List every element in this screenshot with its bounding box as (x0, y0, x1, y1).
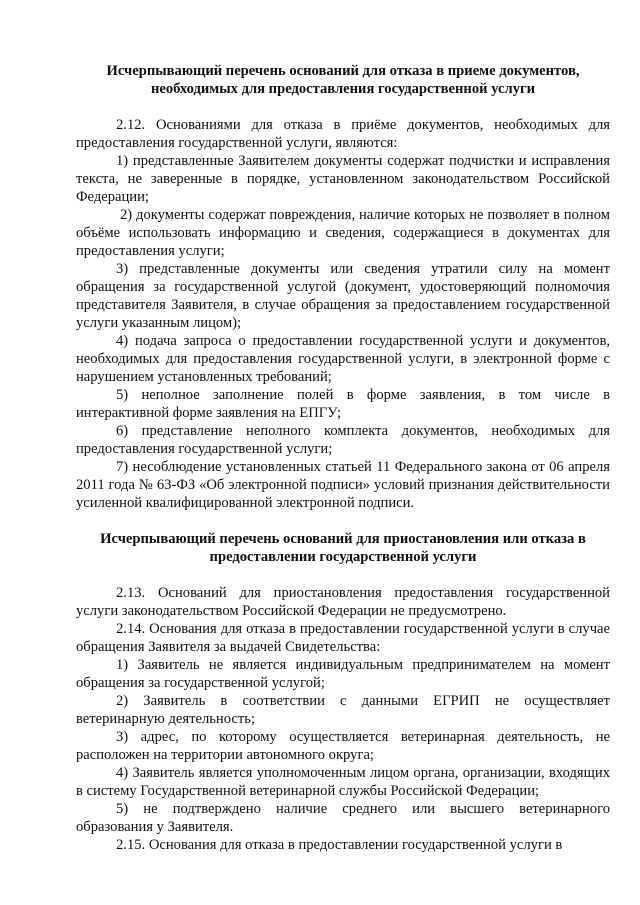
list-item-3: 3) адрес, по которому осуществляется ветеринарная деятельность, не расположен на территории автономного округа; (76, 729, 610, 763)
list-item-2: 2) документы содержат повреждения, наличие которых не позволяет в полном объёме использовать информацию и сведения, содержащиеся в документах для предоставления услуги; (76, 207, 610, 259)
list-item-1: 1) представленные Заявителем документы содержат подчистки и исправления текста, не заверенные в порядке, установленном законодательством Российской Федерации; (76, 153, 610, 205)
paragraph-2-14: 2.14. Основания для отказа в предоставлении государственной услуги в случае обращения Заявителя за выдачей Свидетельства: (76, 621, 610, 655)
list-item-1: 1) Заявитель не является индивидуальным предпринимателем на момент обращения за государственной услугой; (76, 657, 610, 691)
list-item-2: 2) Заявитель в соответствии с данными ЕГРИП не осуществляет ветеринарную деятельность; (76, 693, 610, 727)
list-item-6: 6) представление неполного комплекта документов, необходимых для предоставления государственной услуги; (76, 423, 610, 457)
list-item-4: 4) подача запроса о предоставлении государственной услуги и документов, необходимых для предоставления государственной услуги, в электронной форме с нарушением установленных требований; (76, 333, 610, 385)
list-item-4: 4) Заявитель является уполномоченным лицом органа, организации, входящих в систему Государственной ветеринарной службы Российской Федерации; (76, 765, 610, 799)
section-heading-service-refusal: Исчерпывающий перечень оснований для приостановления или отказа в предоставлении государственной услуги (100, 531, 586, 565)
list-item-7: 7) несоблюдение установленных статьей 11 Федерального закона от 06 апреля 2011 года № 63-ФЗ «Об электронной подписи» условий признания действительности усиленной квалифицированной электронной подписи. (76, 459, 610, 511)
paragraph-2-15: 2.15. Основания для отказа в предоставлении государственной услуги в (116, 837, 563, 853)
list-item-5: 5) неполное заполнение полей в форме заявления, в том числе в интерактивной форме заявления на ЕПГУ; (76, 387, 610, 421)
paragraph-2-13: 2.13. Оснований для приостановления предоставления государственной услуги законодательством Российской Федерации не предусмотрено. (76, 585, 610, 619)
section-heading-document-refusal: Исчерпывающий перечень оснований для отказа в приеме документов, необходимых для предоставления государственной услуги (106, 63, 580, 97)
list-item-5: 5) не подтверждено наличие среднего или высшего ветеринарного образования у Заявителя. (76, 801, 610, 835)
paragraph-2-12: 2.12. Основаниями для отказа в приёме документов, необходимых для предоставления государственной услуги, являются: (76, 117, 610, 151)
document-page (76, 62, 610, 854)
list-item-3: 3) представленные документы или сведения утратили силу на момент обращения за государственной услугой (документ, удостоверяющий полномочия представителя Заявителя, в случае обращения за предоставлением государственной услуги указанным лицом); (76, 261, 610, 331)
